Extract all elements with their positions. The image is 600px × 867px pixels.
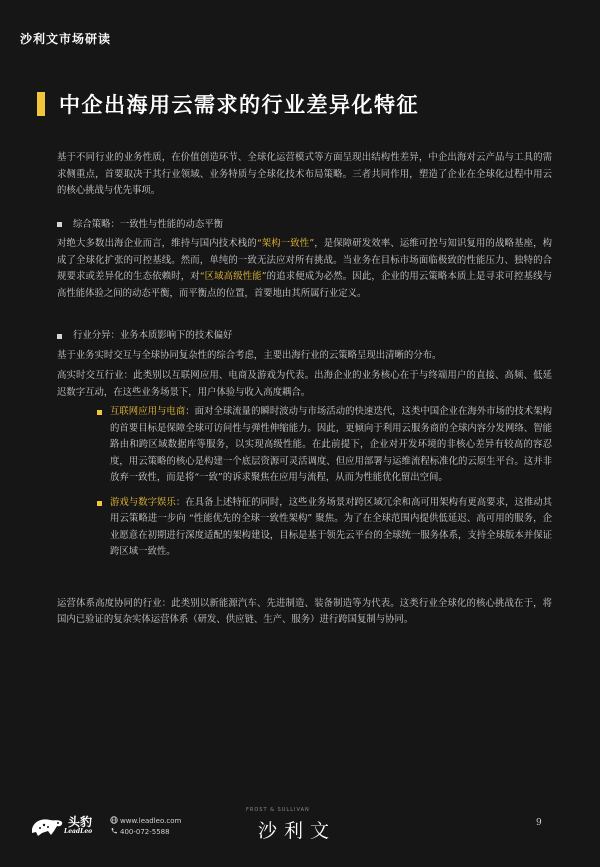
sub-item-gaming-label: 游戏与数字娱乐 <box>110 496 176 508</box>
section1-heading-text: 综合策略：一致性与性能的动态平衡 <box>73 218 224 230</box>
highlight-architecture-consistency: “架构一致性” <box>256 238 315 249</box>
page-title: 中企出海用云需求的行业差异化特征 <box>59 93 419 117</box>
section1-text-c: 的追求便成为必然。因此，企业的用云策略本质上是寻求可控基线与高性能体验之间的动态平衡，而平衡点的位置，首要地由其所属行业定义。 <box>57 271 552 299</box>
bullet-square-icon <box>97 501 102 506</box>
logo-subtext: LeadLeo <box>64 827 93 835</box>
header-brand: 沙利文市场研读 <box>20 32 112 46</box>
section1-text-a: 对绝大多数出海企业而言，维持与国内技术栈的 <box>57 238 257 249</box>
section2-heading <box>57 328 552 345</box>
partner-logo: 沙利文 <box>258 820 337 842</box>
highlight-regional-performance: “区域高级性能” <box>199 271 267 282</box>
globe-icon <box>110 816 118 824</box>
section2-paragraph-2: 高实时交互行业：此类别以互联网应用、电商及游戏为代表。出海企业的业务核心在于与终端用户的直接、高频、低延迟数字互动，在这些业务场景下，用户体验与收入高度耦合。 <box>57 370 552 398</box>
title-accent-bar <box>37 92 45 116</box>
phone-number: 400-072-5588 <box>120 828 170 836</box>
sub-item-gaming <box>97 495 552 561</box>
bullet-square-icon <box>97 410 102 415</box>
partner-tagline: FROST & SULLIVAN <box>246 807 310 813</box>
section1-text-b: ，是保障研发效率、运维可控与知识复用的战略基座，构成了全球化扩张的可控基线。然而，单纯的一致无法应对所有挑战。当业务在目标市场面临极致的性能压力、独特的合规要求或差异化的生态依赖时，对 <box>57 238 552 282</box>
section2-paragraph-1: 基于业务实时交互与全球协同复杂性的综合考虑，主要出海行业的云策略呈现出清晰的分布。 <box>57 349 442 361</box>
section1-heading <box>57 217 552 234</box>
sub-item-internet-text <box>110 404 552 487</box>
sub-item-internet-body: ：面对全球流量的瞬时波动与市场活动的快速迭代，这类中国企业在海外市场的技术架构的首要目标是保障全球可访问性与弹性伸缩能力。因此，更倾向于利用云服务商的全球内容分发网络、智能路由和跨区域数据库等服务，以实现高级性能。在此前提下，企业对开发环境的非核心差异有较高的容忍度，用云策略的核心是构建一个底层资源可灵活调度、但应用部署与运维流程标准化的云原生平台。这并非放弃一致性，而是将“一致”的诉求聚焦在应用与流程，从而为性能优化留出空间。 <box>110 406 552 483</box>
website-row <box>110 816 181 827</box>
page-number: 9 <box>536 818 542 828</box>
bullet-square-icon <box>57 334 62 339</box>
section2-paragraph-3: 运营体系高度协同的行业：此类别以新能源汽车、先进制造、装备制造等为代表。这类行业全球化的核心挑战在于，将国内已验证的复杂实体运营体系（研发、供应链、生产、服务）进行跨国复制与协同。 <box>57 597 552 625</box>
logo-text: 头豹 <box>68 814 93 829</box>
leadleo-logo <box>30 813 92 837</box>
phone-row <box>110 827 181 838</box>
sub-item-gaming-body: ：在具备上述特征的同时，这些业务场景对跨区域冗余和高可用架构有更高要求，这推动其用云策略进一步向 “性能优先的全球一致性架构” 聚焦。为了在全球范围内提供低延迟、高可用的服务，企业愿意在初期进行深度适配的架构建设，目标是基于领先云平台的全球统一服务体系，支持全球版本并保证跨区域一致性。 <box>110 496 552 557</box>
sub-item-gaming-text <box>110 495 552 561</box>
intro-paragraph: 基于不同行业的业务性质，在价值创造环节、全球化运营模式等方面呈现出结构性差异，中企出海对云产品与工具的需求侧重点，首要取决于其行业领域、业务特质与全球化技术布局策略。三者共同作用，塑造了企业在全球化过程中用云的核心挑战与优先事项。 <box>57 152 552 196</box>
bullet-square-icon <box>57 222 62 227</box>
main-content <box>57 150 552 629</box>
section1-paragraph <box>57 236 552 302</box>
contact-info <box>110 816 181 838</box>
sub-item-internet-label: 互联网应用与电商 <box>110 406 186 417</box>
page-title-row <box>37 88 577 120</box>
phone-icon <box>110 827 118 835</box>
leopard-icon <box>30 813 64 837</box>
section2-heading-text: 行业分异：业务本质影响下的技术偏好 <box>73 330 233 341</box>
logo-text-block <box>64 816 92 835</box>
website-link[interactable]: www.leadleo.com <box>120 817 182 825</box>
sub-item-internet-ecommerce <box>97 404 552 487</box>
